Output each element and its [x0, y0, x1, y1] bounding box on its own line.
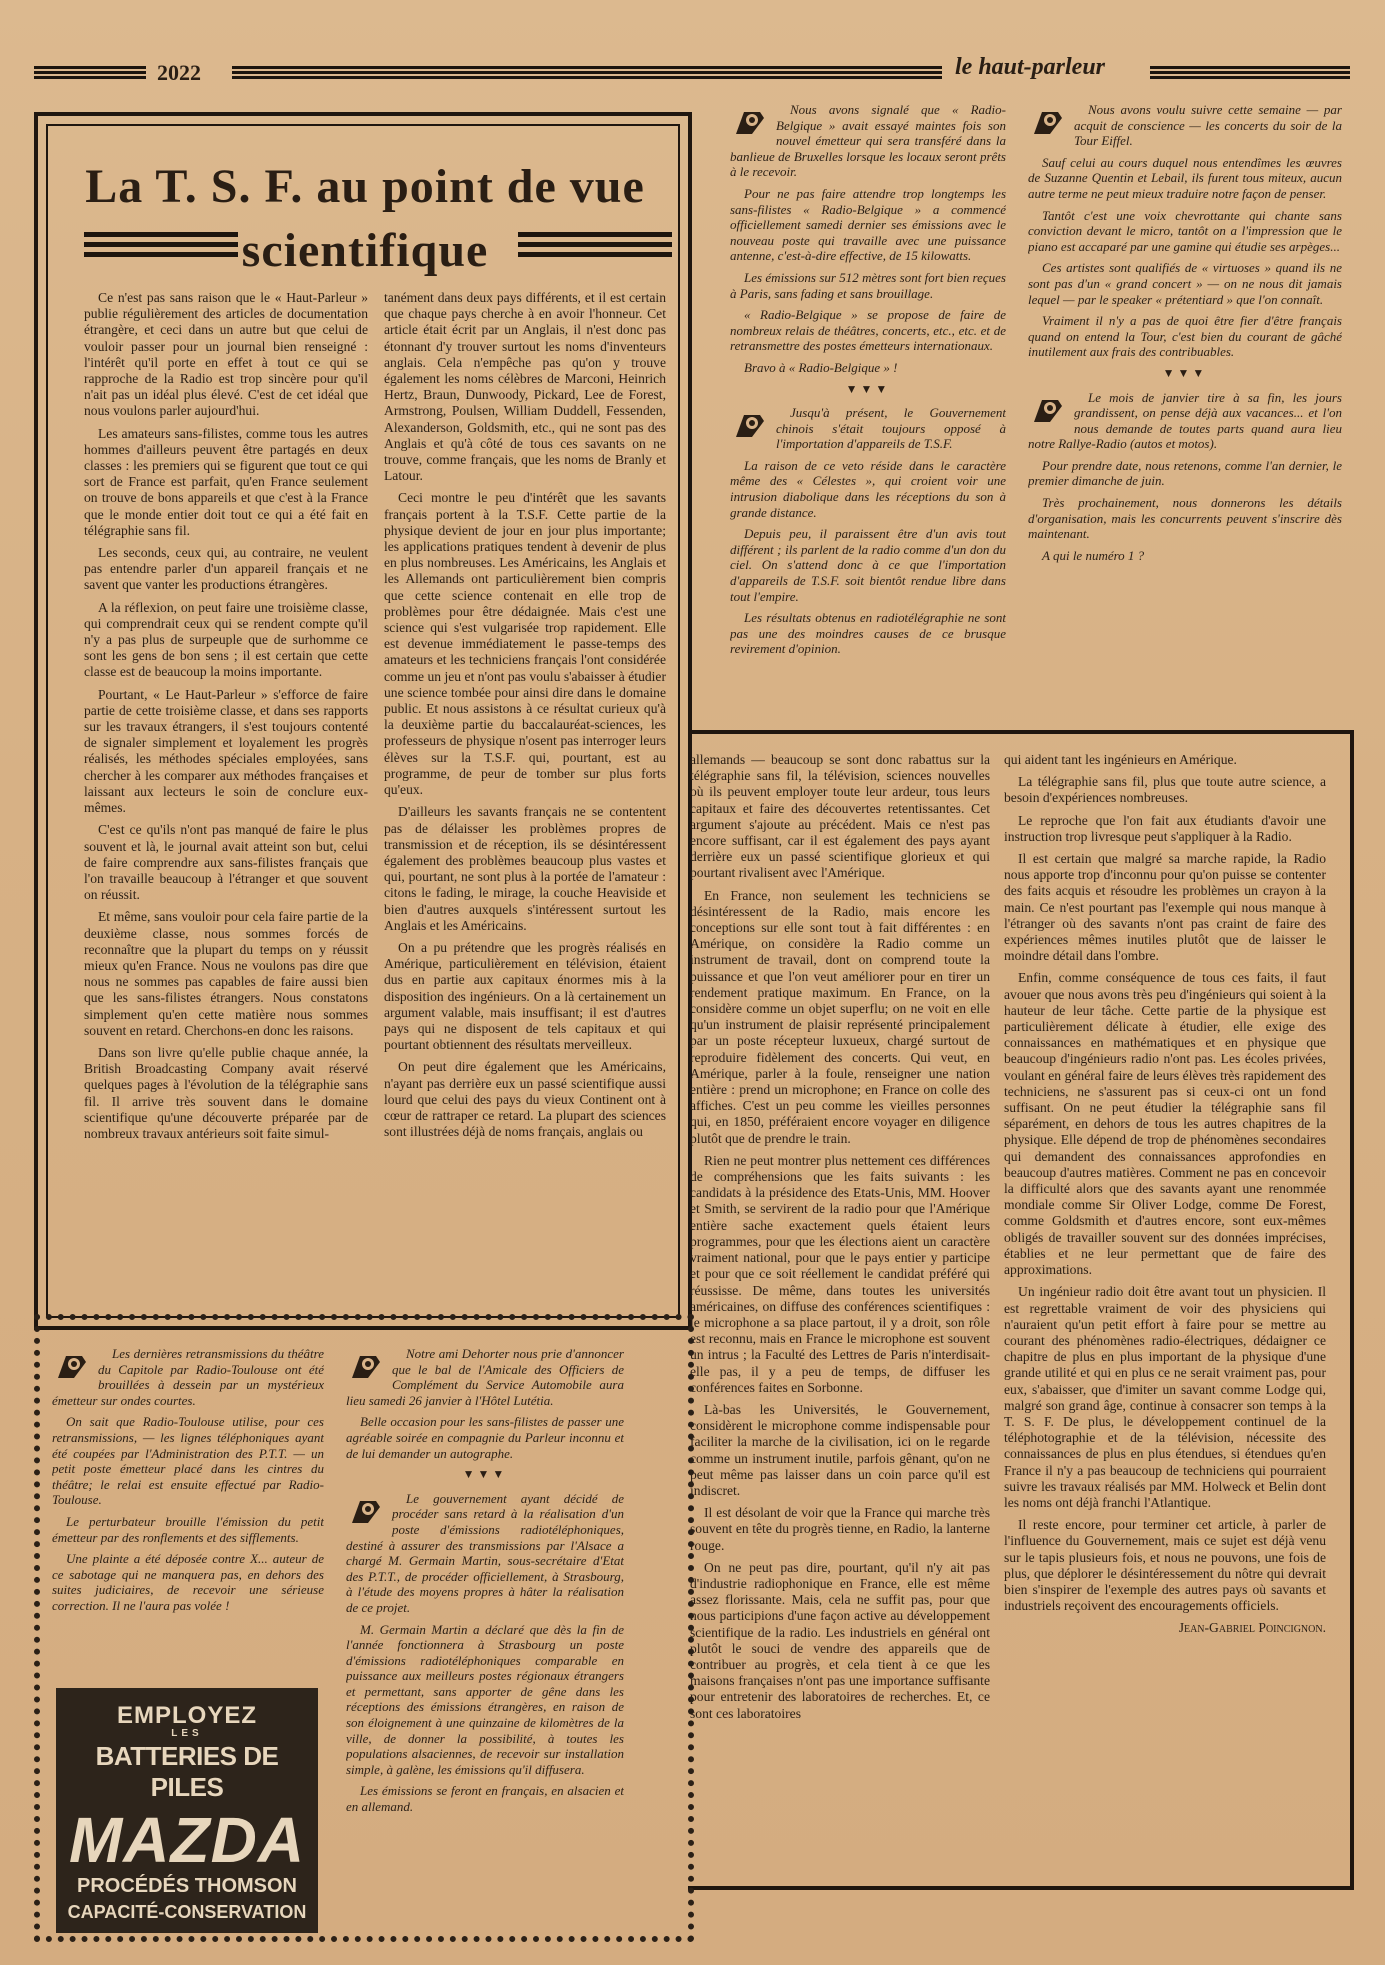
article-paragraph: Et même, sans vouloir pour cela faire partie de la deuxième classe, nous sommes forcés de reconnaître que la plupart du temps on y réussit mieux qu'en France. Nous ne voulons pas dire que nous ne sommes pas capables de faire aussi bien que les sans-filistes étrangers. Nous constatons simplement qu'en cette matière nous sommes souvent en retard. Cherchons-en donc les raisons. [84, 909, 368, 1038]
headline-line-1: La T. S. F. au point de vue [85, 160, 645, 213]
news-note: Jusqu'à présent, le Gouvernement chinois s'était toujours opposé à l'importation d'appareils de T.S.F. [776, 405, 1006, 452]
news-note: On sait que Radio-Toulouse utilise, pour ces retransmissions, — les lignes téléphoniques ayant été coupées par l'Administration des P.T.T. — un petit poste émetteur placé dans les cintres du théâtre; le relai est ensuite effectué par Radio-Toulouse. [52, 1414, 324, 1508]
article-signature: Jean-Gabriel Poincignon. [1178, 1620, 1326, 1636]
ad-line-batteries: BATTERIES DE PILES [95, 1741, 279, 1802]
headline-bars-left [84, 232, 238, 262]
news-note: La raison de ce veto réside dans le caractère même des « Célestes », qui croient voir une intrusion diabolique dans les réceptions du son à grande distance. [730, 457, 1006, 520]
article-paragraph: C'est ce qu'ils n'ont pas manqué de faire le plus souvent et là, le journal avait atteint son but, celui de faire comprendre aux sans-filistes français que l'on travaille beaucoup à l'étranger et que souvent on réussit. [84, 822, 368, 903]
news-notes-top-right [1028, 102, 1342, 702]
news-note: Tantôt c'est une voix chevrottante qui chante sans conviction devant le micro, tantôt on a l'impression que le piano est accaparé par une gamine qui étudie ses arpèges... [1028, 207, 1342, 254]
news-note: Les résultats obtenus en radiotélégraphie ne sont pas une des moindres causes de ce brusque revirement d'opinion. [730, 610, 1006, 657]
news-note: Le gouvernement ayant décidé de procéder sans retard à la réalisation d'un poste d'émissions radiotéléphoniques, destiné à assurer des transmissions par l'Alsace a chargé M. Germain Martin, sous-secrétaire d'Etat des P.T.T., de procéder officiellement, à Strasbourg, à l'étude des moyens propres à hâter la réalisation de ce projet. [346, 1490, 624, 1615]
article-paragraph: Là-bas les Universités, le Gouvernement, considèrent le microphone comme indispensable pour faciliter la marche de la civilisation, ici on le regarde comme un instrument inutile, parfois gênant, qu'on ne peut même pas laisser dans un coin parce qu'il est indiscret. [690, 1401, 990, 1498]
article-paragraph: Ce n'est pas sans raison que le « Haut-Parleur » publie régulièrement des articles de documentation étrangère, et ceci dans un autre but que celui de vouloir passer pour un journal bien renseigné : l'intérêt qu'il porte en effet à tout ce qui se rapproche de la Radio est trop sincère pour qu'il n'ait pas un idéal plus élevé. C'est de cet idéal que nous voulons parler aujourd'hui. [84, 290, 368, 419]
section-separator: ▼▼▼ [845, 381, 891, 396]
article-paragraph: Les seconds, ceux qui, au contraire, ne veulent pas entendre parler d'un appareil français et ne savent que vanter les productions étrangères. [84, 545, 368, 593]
news-notes-bottom-middle [346, 1346, 624, 1936]
news-note: Ces artistes sont qualifiés de « virtuoses » quand ils ne sont pas d'un « grand concert » — on ne nous dit jamais lequel — par le speaker « prétentiard » que l'on connaît. [1028, 260, 1342, 307]
article-paragraph: On a pu prétendre que les progrès réalisés en Amérique, particulièrement en télévision, étaient dus en partie aux capitaux énormes mis à la disposition des ingénieurs. On a là certainement un argument valable, mais insuffisant; il est d'autres pays qui ne disposent de tels capitaux et qui pourtant obtiennent des résultats merveilleux. [384, 939, 666, 1053]
article-paragraph: Enfin, comme conséquence de tous ces faits, il faut avouer que nous avons très peu d'ingénieurs qui soient à la hauteur de leur tâche. Cette partie de la physique est particulièrement délicate à étudier, elle exige des connaissances en mathématiques et en physique que beaucoup d'ingénieurs radio n'ont pas. Les écoles privées, voulant en général faire de leurs élèves très rapidement des techniciens, ne s'assurent pas si ceux-ci ont un fond suffisant. On ne peut étudier la télégraphie sans fil séparément, en dehors de tous les autres chapitres de la physique. Elle dépend de trop de phénomènes secondaires qui demandent des connaissances approfondies en beaucoup d'autres matières. Comment ne pas en concevoir la difficulté alors que des savants ayant une renommée mondiale comme Sir Oliver Lodge, comme De Forest, comme Goldsmith et d'autres encore, sont eux-mêmes obligés de travailler souvent sur des données imprécises, établies et ne leur permettant que de faire des approximations. [1004, 970, 1326, 1278]
article-paragraph: Ceci montre le peu d'intérêt que les savants français portent à la T.S.F. Cette partie de la physique devient de jour en jour plus importante; les applications pratiques tendent à devenir de plus en plus nombreuses. Les Américains, les Anglais et les Allemands ont particulièrement bien compris que cette science contenait en elle trop de problèmes pour être dédaignée. Mais c'est une science qui s'est vulgarisée trop rapidement. Elle est devenue immédiatement le passe-temps des amateurs et les techniciens français l'ont considérée comme un jeu et n'ont pas voulu s'abaisser à étudier une science tombée pour ainsi dire dans le domaine public. Et nous assistons à ce résultat curieux qu'à la deuxième partie du baccalauréat-sciences, les professeurs de physique n'osent pas interroger leurs élèves sur la T.S.F. qui, pourtant, est au programme, de peur de tomber sur plus forts qu'eux. [384, 490, 666, 798]
article-paragraph: On ne peut pas dire, pourtant, qu'il n'y ait pas d'industrie radiophonique en France, elle est même assez florissante. Mais, cela ne suffit pas, pour que nous participions d'une façon active au développement scientifique de la radio. Les industriels en général ont plutôt le souci de vendre des appareils que de contribuer au progrès, et cela tient à ce que les maisons françaises n'ont pas une importance suffisante pour entretenir des laboratoires de recherches. Et, ce sont ces laboratoires [690, 1559, 990, 1721]
article-column-3 [690, 752, 990, 1880]
article-paragraph: Rien ne peut montrer plus nettement ces différences de compréhensions que les faits suivants : les candidats à la présidence des Etats-Unis, MM. Hoover et Smith, se servirent de la radio pour que l'Amérique entière sache exactement quels étaient leurs programmes, pour que les élections aient un caractère vraiment national, pour que le pays entier y participe et pour que ce soit réellement le candidat préféré qui réussisse. De même, dans toutes les universités américaines, on diffuse des conférences scientifiques : le microphone a sa place partout, il y a droit, son rôle est reconnu, mais en France le microphone est souvent un intrus ; la Faculté des Lettres de Paris n'interdisait-elle pas, il y a peu de temps, de diffuser les conférences faites en Sorbonne. [690, 1152, 990, 1395]
loudspeaker-icon [346, 1348, 384, 1386]
news-note: A qui le numéro 1 ? [1042, 547, 1145, 563]
ad-line-procedes: PROCÉDÉS THOMSON [76, 1875, 298, 1897]
article-column-4 [1004, 752, 1326, 1880]
section-separator: ▼▼▼ [1162, 365, 1208, 380]
news-note: Très prochainement, nous donnerons les détails d'organisation, mais les concurrents peuvent s'inscrire dès maintenant. [1028, 495, 1342, 542]
news-note: « Radio-Belgique » se propose de faire de nombreux relais de théâtres, concerts, etc., etc. et de retransmettre des postes émetteurs internationaux. [730, 307, 1006, 354]
article-headline [70, 155, 660, 283]
news-note: Depuis peu, il paraissent être d'un avis tout différent ; ils parlent de la radio comme d'un don du ciel. On s'attend donc à ce que l'importation d'appareils de T.S.F. soit bientôt rendue libre dans tout l'empire. [730, 526, 1006, 604]
loudspeaker-icon [1028, 392, 1066, 430]
loudspeaker-icon [346, 1493, 384, 1531]
news-note: Vraiment il n'y a pas de quoi être fier d'être français quand on entend la Tour, c'est bien du courant de gâché inutilement aux frais des contribuables. [1028, 313, 1342, 360]
news-note: Les émissions sur 512 mètres sont fort bien reçues à Paris, sans fading et sans brouillage. [730, 269, 1006, 301]
article-paragraph: Le reproche que l'on fait aux étudiants d'avoir une instruction trop livresque peut s'appliquer à la Radio. [1004, 812, 1326, 844]
news-note: Une plainte a été déposée contre X... auteur de ce sabotage qui ne manquera pas, en dehors des suites judiciaires, de recevoir une sérieuse correction. Il ne l'aura pas volée ! [52, 1551, 324, 1613]
ad-line-employez: EMPLOYEZ [116, 1702, 257, 1729]
headline-line-2: scientifique [241, 224, 489, 277]
news-note: M. Germain Martin a déclaré que dès la fin de l'année fonctionnera à Strasbourg un poste d'émissions radiotéléphoniques comparable en puissance aux meilleurs postes régionaux étrangers et permettant, sans apporter de gêne dans les réceptions des émissions étrangères, en raison de son éloignement à une quinzaine de kilomètres de la ville, de donner la possibilité, à toutes les populations alsaciennes, de recevoir sur installation simple, à galène, les émissions qu'il diffusera. [346, 1621, 624, 1777]
news-note: Belle occasion pour les sans-filistes de passer une agréable soirée en compagnie du Parleur inconnu et de lui demander un autographe. [346, 1414, 624, 1461]
news-notes-top-middle [730, 102, 1006, 694]
article-column-1 [84, 290, 368, 1310]
loudspeaker-icon [730, 407, 768, 445]
headline-bars-right [518, 232, 672, 262]
loudspeaker-icon [1028, 104, 1066, 142]
news-note: Le perturbateur brouille l'émission du petit émetteur par des ronflements et des sifflements. [52, 1513, 324, 1545]
article-paragraph: Il reste encore, pour terminer cet article, à parler de l'influence du Gouvernement, mais ce sujet est déjà venu sur le tapis plusieurs fois, et nous ne pouvons, une fois de plus, que déplorer le désintéressement du nôtre qui devrait bien s'inspirer de l'exemple des autres pays où savants et industriels reçoivent des encouragements officiels. [1004, 1517, 1326, 1614]
article-column-2 [384, 290, 666, 1310]
news-note: Sauf celui au cours duquel nous entendîmes les œuvres de Suzanne Quentin et Lebail, ils furent tous miteux, aucun autre terme ne peut mieux traduire notre façon de penser. [1028, 154, 1342, 201]
news-note: Nous avons voulu suivre cette semaine — par acquit de conscience — les concerts du soir de la Tour Eiffel. [1074, 102, 1342, 149]
article-paragraph: allemands — beaucoup se sont donc rabattus sur la télégraphie sans fil, la télévision, sciences nouvelles où ils peuvent employer toute leur ardeur, tous leurs capitaux et faire des découvertes retentissantes. Cet argument s'ajoute au précédent. Mais ce n'est pas encore suffisant, car il est également des pays ayant derrière eux un passé scientifique glorieux et qui pourtant rivalisent avec l'Amérique. [690, 752, 990, 881]
article-paragraph: A la réflexion, on peut faire une troisième classe, qui comprendrait ceux qui se rendent compte qu'il n'y a pas plus de surpeuple que de surhomme ce sont les gens de bon sens ; il est certain que cette classe est de beaucoup la moins importante. [84, 599, 368, 680]
section-separator: ▼▼▼ [462, 1467, 508, 1482]
ad-brand-mazda: MAZDA [68, 1804, 306, 1876]
news-note: Pour ne pas faire attendre trop longtemps les sans-filistes « Radio-Belgique » a commencé officiellement samedi dernier ses émissions avec le nouveau poste qui travaille avec une puissance antenne, c'est-à-dire effective, de 15 kilowatts. [730, 185, 1006, 264]
news-note: Nous avons signalé que « Radio-Belgique » avait essayé maintes fois son nouvel émetteur qui sera transféré dans la banlieue de Bruxelles lorsque les locaux seront prêts à le recevoir. [730, 102, 1006, 180]
publication-title: le haut-parleur [955, 54, 1106, 80]
article-paragraph: Il est désolant de voir que la France qui marche très souvent en tête du progrès tienne, en Radio, la lanterne rouge. [690, 1505, 990, 1553]
article-paragraph: qui aident tant les ingénieurs en Amérique. [1004, 752, 1237, 767]
news-note: Bravo à « Radio-Belgique » ! [744, 359, 898, 375]
news-note: Le mois de janvier tire à sa fin, les jours grandissent, on pense déjà aux vacances... et l'on nous demande de toutes parts quand aura lieu notre Rallye-Radio (autos et motos). [1028, 389, 1342, 452]
news-note: Les dernières retransmissions du théâtre du Capitole par Radio-Toulouse ont été brouillées à dessein par un mystérieux émetteur sur ondes courtes. [52, 1346, 324, 1408]
article-paragraph: Les amateurs sans-filistes, comme tous les autres hommes d'ailleurs peuvent être partagés en deux classes : les premiers qui se figurent que tout ce qui sort de France est parfait, qu'en France seulement on trouve de bons appareils et que c'est à la France que le monde entier doit tout ce qui a été fait en télégraphie sans fil. [84, 425, 368, 538]
article-paragraph: Pourtant, « Le Haut-Parleur » s'efforce de faire partie de cette troisième classe, et dans ses rapports sur les travaux étrangers, il s'est toujours contenté de signaler simplement et loyalement les progrès réalisés, les méthodes spéciales employées, sans chercher à les comparer aux méthodes françaises et laissant aux lecteurs le soin de conclure eux-mêmes. [84, 686, 368, 816]
ad-line-capacite: CAPACITÉ-CONSERVATION [67, 1902, 307, 1922]
article-paragraph: tanément dans deux pays différents, et il est certain que chaque pays cherche à en avoir l'honneur. Cet article était écrit par un Anglais, il n'est donc pas étonnant d'y trouver surtout les noms d'inventeurs anglais. Cela n'empêche pas qu'on y trouve également les noms célèbres de Marconi, Heinrich Hertz, Braun, Dunwoody, Pickard, Lee de Forest, Armstrong, Poulsen, William Duddell, Fessenden, Alexanderson, Goldsmith, etc., qui ne sont pas des Anglais et qu'à côté de tous ces savants on ne trouve, comme français, que les noms de Branly et Latour. [384, 290, 666, 484]
page-number: 2022 [157, 60, 201, 85]
header-rule-left [34, 66, 146, 80]
ad-line-les: LES [171, 1728, 203, 1739]
article-paragraph: En France, non seulement les techniciens se désintéressent de la Radio, mais encore les conceptions sur elle sont tout à fait différentes : en Amérique, on considère la Radio comme un instrument de travail, dont on comprend toute la puissance et que l'on veut améliorer pour en tirer un rendement pratique maximum. En France, on la considère comme un objet superflu; on ne voit en elle qu'un instrument de plaisir représenté principalement par un poste récepteur luxueux, chargé surtout de reproduire fidèlement des concerts. Qui veut, en Amérique, parler à la foule, renseigner une nation entière : prend un microphone; en France on colle des affiches. C'est un peu comme les vieilles personnes qui, en 1850, préféraient encore voyager en diligence plutôt que de prendre le train. [690, 887, 990, 1146]
article-paragraph: On peut dire également que les Américains, n'ayant pas derrière eux un passé scientifique aussi lourd que celui des pays du vieux Continent ont à cœur de rattraper ce retard. La plupart des sciences sont illustrées déjà de noms français, anglais ou [384, 1059, 666, 1140]
article-paragraph: D'ailleurs les savants français ne se contentent pas de délaisser les problèmes propres de transmission et de réception, ils se désintéressent également des problèmes beaucoup plus vastes et qui, pourtant, ne sont plus à la portée de l'amateur : citons le fading, le mirage, la couche Heaviside et bien d'autres auxquels s'intéressent surtout les Anglais et les Américains. [384, 804, 666, 933]
mazda-battery-ad [56, 1688, 318, 1933]
article-paragraph: Dans son livre qu'elle publie chaque année, la British Broadcasting Company avait réservé quelques pages à l'évolution de la télégraphie sans fil. Il arrive très souvent dans le domaine scientifique qu'une découverte préparée par de nombreux travaux antérieurs soit faite simul- [84, 1044, 368, 1141]
news-note: Les émissions se feront en français, en alsacien et en allemand. [346, 1783, 624, 1815]
header-rule-middle [232, 66, 942, 80]
header-rule-right [1150, 66, 1350, 80]
article-paragraph: Un ingénieur radio doit être avant tout un physicien. Il est regrettable vraiment de voir des physiciens qui n'auraient qu'un petit effort à faire pour se mettre au courant des phénomènes radio-électriques, dédaigner ce chapitre de plus en plus important de la physique d'une grande utilité et qui en plus ce ne serait vraiment pas, pour eux, s'abaisser, que d'imiter un savant comme Lodge qui, malgré son grand âge, continue à consacrer son temps à la T. S. F. De plus, le développement continuel de la téléphotographie et de la télévision, nécessite des connaissances de plus en plus étendues, si étendues qu'en France il n'y a pas beaucoup de techniciens qui pourraient suivre les travaux réalisés par MM. Holweck et Belin dont les noms ont déjà franchi l'Atlantique. [1004, 1284, 1326, 1510]
loudspeaker-icon [52, 1348, 90, 1386]
article-paragraph: La télégraphie sans fil, plus que toute autre science, a besoin d'expériences nombreuses. [1004, 774, 1326, 806]
news-note: Pour prendre date, nous retenons, comme l'an dernier, le premier dimanche de juin. [1028, 457, 1342, 489]
news-note: Notre ami Dehorter nous prie d'annoncer que le bal de l'Amicale des Officiers de Complément du Service Automobile aura lieu samedi 26 janvier à l'Hôtel Lutétia. [346, 1346, 624, 1408]
loudspeaker-icon [730, 104, 768, 142]
news-notes-bottom-left [52, 1346, 324, 1676]
article-paragraph: Il est certain que malgré sa marche rapide, la Radio nous apporte trop d'inconnu pour qu'on puisse se contenter des faits acquis et résoudre les problèmes un crayon à la main. Ce n'est pourtant pas l'exemple qui nous manque à l'étranger où des savants n'ont pas craint de faire des expériences mêmes inutiles plutôt que de laisser le moindre détail dans l'ombre. [1004, 851, 1326, 964]
